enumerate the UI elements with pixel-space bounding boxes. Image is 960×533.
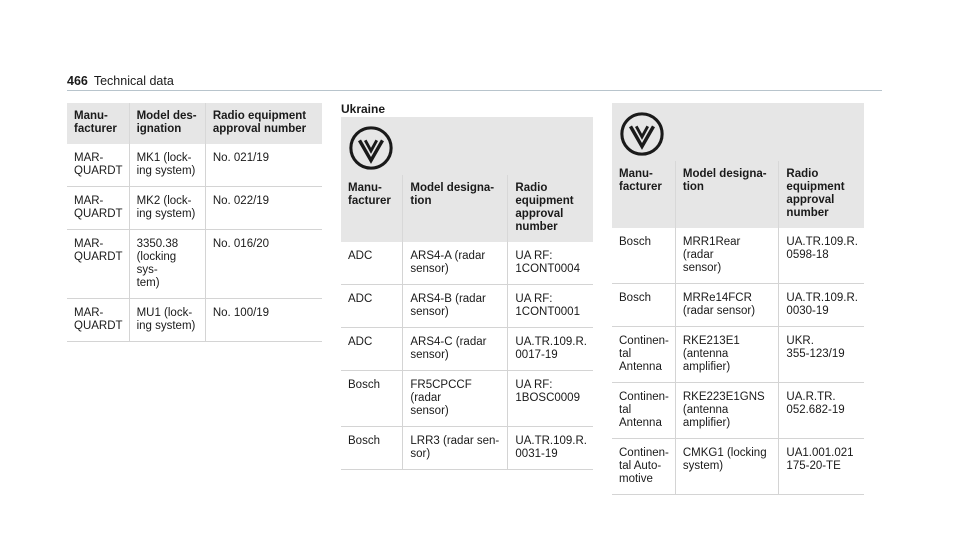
manufacturer-cell: Bosch <box>612 228 675 284</box>
approval-number-cell: UA.R.TR. 052.682-19 <box>779 383 864 439</box>
approval-number-cell: UA RF: 1BOSC0009 <box>508 371 593 427</box>
column-header: Radio equipment approval number <box>205 103 322 144</box>
approval-number-cell: UKR. 355-123/19 <box>779 327 864 383</box>
model-cell: FR5CPCCF (radar sensor) <box>403 371 508 427</box>
table-header-row <box>341 175 593 242</box>
column-header: Manu- facturer <box>612 161 675 228</box>
model-cell: MRR1Rear (radar sensor) <box>675 228 779 284</box>
approval-number-cell: UA RF: 1CONT0001 <box>508 285 593 328</box>
model-cell: MRRe14FCR (radar sensor) <box>675 284 779 327</box>
table-row <box>67 187 322 230</box>
ukraine-approval-table-1 <box>341 117 593 470</box>
column-header: Manu- facturer <box>67 103 129 144</box>
manufacturer-cell: ADC <box>341 285 403 328</box>
model-cell: ARS4-A (radar sensor) <box>403 242 508 285</box>
manufacturer-cell: MAR- QUARDT <box>67 299 129 342</box>
column-header: Model designa- tion <box>403 175 508 242</box>
ukraine-approval-table-2 <box>612 103 864 495</box>
logo-row <box>341 117 593 175</box>
table-row <box>341 328 593 371</box>
header-divider <box>67 90 882 91</box>
manufacturer-cell: MAR- QUARDT <box>67 144 129 187</box>
model-cell: MK2 (lock- ing system) <box>129 187 205 230</box>
table-row <box>612 383 864 439</box>
approval-number-cell: UA.TR.109.R. 0017-19 <box>508 328 593 371</box>
table-header-row <box>612 161 864 228</box>
approval-number-cell: No. 021/19 <box>205 144 322 187</box>
model-cell: RKE213E1 (antenna amplifier) <box>675 327 779 383</box>
page-header <box>67 74 174 88</box>
logo-row <box>612 103 864 161</box>
manufacturer-cell: MAR- QUARDT <box>67 187 129 230</box>
column-header: Radio equipment approval number <box>779 161 864 228</box>
column-header: Radio equipment approval number <box>508 175 593 242</box>
logo-cell <box>341 117 593 175</box>
approval-number-cell: UA.TR.109.R. 0031-19 <box>508 427 593 470</box>
manufacturer-cell: Bosch <box>341 371 403 427</box>
column-header: Model des- ignation <box>129 103 205 144</box>
manufacturer-cell: Bosch <box>612 284 675 327</box>
approval-number-cell: UA.TR.109.R. 0598-18 <box>779 228 864 284</box>
table-row <box>612 284 864 327</box>
table-row <box>612 327 864 383</box>
model-cell: ARS4-B (radar sensor) <box>403 285 508 328</box>
table-header-row <box>67 103 322 144</box>
logo-cell <box>612 103 864 161</box>
model-cell: MU1 (lock- ing system) <box>129 299 205 342</box>
table-row <box>612 439 864 495</box>
approval-number-cell: UA RF: 1CONT0004 <box>508 242 593 285</box>
table-row <box>341 242 593 285</box>
manufacturer-cell: Continen- tal Antenna <box>612 383 675 439</box>
model-cell: MK1 (lock- ing system) <box>129 144 205 187</box>
approval-number-cell: No. 016/20 <box>205 230 322 299</box>
manufacturer-cell: Continen- tal Auto- motive <box>612 439 675 495</box>
page-number: 466 <box>67 74 88 88</box>
table-row <box>341 427 593 470</box>
table-row <box>341 371 593 427</box>
manufacturer-cell: ADC <box>341 328 403 371</box>
column-header: Manu- facturer <box>341 175 403 242</box>
table-row <box>341 285 593 328</box>
approval-number-cell: No. 022/19 <box>205 187 322 230</box>
section-title: Technical data <box>93 74 174 88</box>
model-cell: 3350.38 (locking sys- tem) <box>129 230 205 299</box>
model-cell: RKE223E1GNS (antenna amplifier) <box>675 383 779 439</box>
approval-table-1 <box>67 103 322 342</box>
table-row <box>612 228 864 284</box>
manufacturer-cell: Continen- tal Antenna <box>612 327 675 383</box>
table-row <box>67 230 322 299</box>
manufacturer-cell: Bosch <box>341 427 403 470</box>
table-row <box>67 144 322 187</box>
table-row <box>67 299 322 342</box>
approval-number-cell: UA1.001.021 175-20-TE <box>779 439 864 495</box>
ukraine-conformity-mark-icon <box>348 125 394 171</box>
ukraine-conformity-mark-icon <box>619 111 665 157</box>
manufacturer-cell: ADC <box>341 242 403 285</box>
model-cell: ARS4-C (radar sensor) <box>403 328 508 371</box>
manufacturer-cell: MAR- QUARDT <box>67 230 129 299</box>
model-cell: CMKG1 (locking system) <box>675 439 779 495</box>
ukraine-heading: Ukraine <box>341 102 386 116</box>
approval-number-cell: No. 100/19 <box>205 299 322 342</box>
model-cell: LRR3 (radar sen- sor) <box>403 427 508 470</box>
column-header: Model designa- tion <box>675 161 779 228</box>
approval-number-cell: UA.TR.109.R. 0030-19 <box>779 284 864 327</box>
